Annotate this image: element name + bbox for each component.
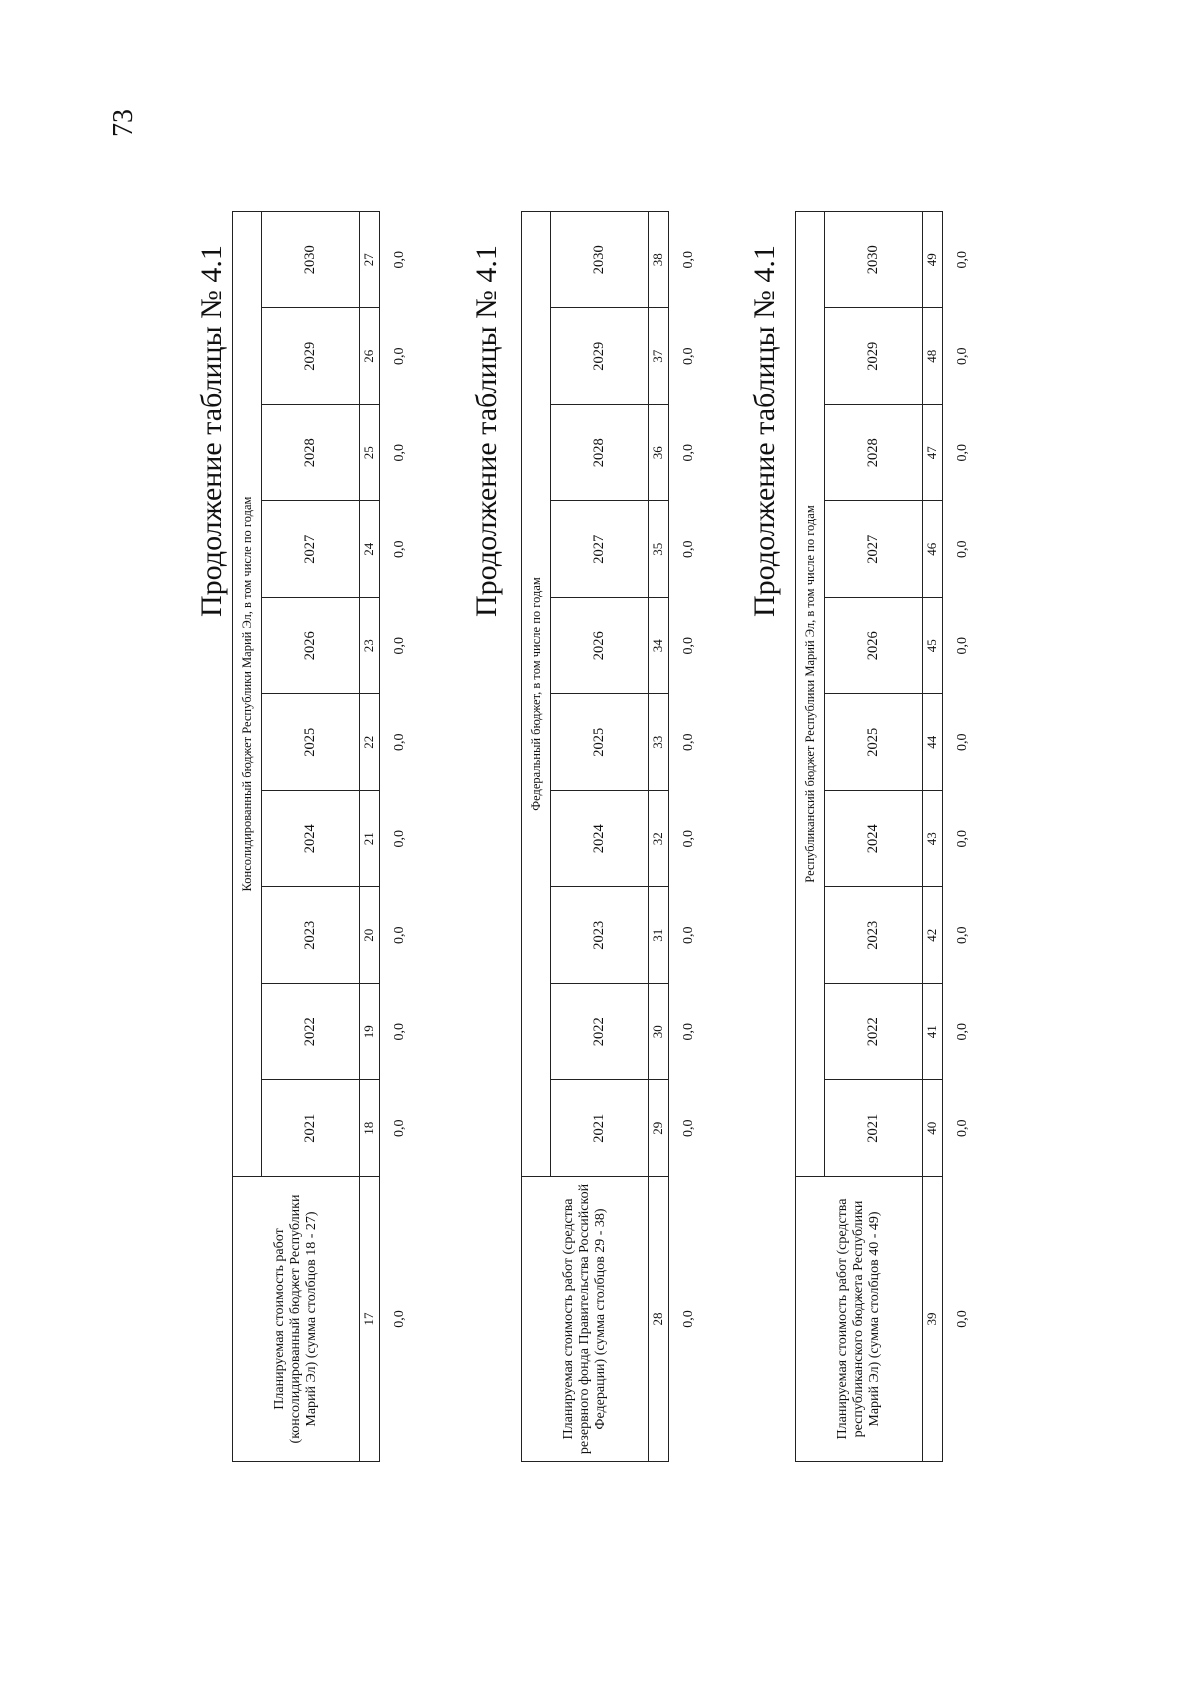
value-cell: 0,0 — [680, 926, 696, 944]
column-number-cell: 43 — [923, 791, 943, 888]
year-header-cell: 2022 — [262, 984, 360, 1081]
value-cell: 0,0 — [954, 637, 970, 655]
column-number-cell: 48 — [923, 308, 943, 405]
year-header-cell: 2024 — [262, 791, 360, 888]
column-number-cell: 40 — [923, 1080, 943, 1177]
column-number-cell: 18 — [360, 1080, 380, 1177]
column-number-cell: 46 — [923, 501, 943, 598]
value-cell: 0,0 — [954, 1310, 970, 1328]
column-number-cell: 36 — [649, 405, 669, 502]
value-cell: 0,0 — [954, 540, 970, 558]
year-header-cell: 2021 — [262, 1080, 360, 1177]
year-header-cell: 2029 — [262, 308, 360, 405]
column-number-cell: 24 — [360, 501, 380, 598]
column-number-cell: 42 — [923, 887, 943, 984]
year-header-cell: 2023 — [551, 887, 649, 984]
column-number-cell: 26 — [360, 308, 380, 405]
year-header-cell: 2030 — [262, 212, 360, 309]
column-number-cell: 35 — [649, 501, 669, 598]
column-number-cell: 49 — [923, 211, 943, 308]
column-number-cell: 37 — [649, 308, 669, 405]
year-header-cell: 2029 — [551, 308, 649, 405]
budget-span-header: Федеральный бюджет, в том числе по годам — [522, 211, 551, 1176]
value-cell: 0,0 — [391, 540, 407, 558]
year-header-cell: 2022 — [825, 984, 923, 1081]
year-header-cell: 2023 — [262, 887, 360, 984]
budget-table — [521, 211, 709, 1462]
column-number-cell: 21 — [360, 791, 380, 888]
value-cell: 0,0 — [391, 347, 407, 365]
value-cell: 0,0 — [391, 251, 407, 269]
column-number-cell: 34 — [649, 598, 669, 695]
budget-table — [232, 211, 420, 1462]
year-header-cell: 2022 — [551, 984, 649, 1081]
column-number-cell: 32 — [649, 791, 669, 888]
year-header-cell: 2028 — [262, 405, 360, 502]
value-cell: 0,0 — [954, 926, 970, 944]
year-header-cell: 2025 — [551, 694, 649, 791]
year-header-cell: 2027 — [825, 501, 923, 598]
value-cell: 0,0 — [391, 1023, 407, 1041]
value-cell: 0,0 — [680, 250, 696, 269]
table-continuation-title: Продолжение таблицы № 4.1 — [748, 245, 781, 617]
page-number: 73 — [108, 109, 139, 137]
value-cell: 0,0 — [954, 1023, 970, 1041]
column-number-cell: 33 — [649, 694, 669, 791]
year-header-cell: 2021 — [551, 1080, 649, 1177]
table-continuation-title: Продолжение таблицы № 4.1 — [470, 245, 503, 617]
value-cell: 0,0 — [680, 444, 696, 462]
value-cell: 0,0 — [391, 444, 407, 462]
value-cell: 0,0 — [954, 733, 970, 751]
value-cell: 0,0 — [954, 830, 970, 848]
column-number-cell: 41 — [923, 984, 943, 1081]
column-number-cell: 17 — [360, 1177, 380, 1462]
column-number-cell: 22 — [360, 694, 380, 791]
value-cell: 0,0 — [954, 347, 970, 365]
year-header-cell: 2028 — [551, 405, 649, 502]
value-cell: 0,0 — [680, 733, 696, 751]
column-number-cell: 20 — [360, 887, 380, 984]
column-number-cell: 38 — [649, 211, 669, 308]
year-header-cell: 2026 — [551, 598, 649, 695]
column-number-cell: 25 — [360, 405, 380, 502]
value-cell: 0,0 — [680, 830, 696, 848]
column-number-cell: 28 — [649, 1177, 669, 1462]
year-header-cell: 2028 — [825, 405, 923, 502]
value-cell: 0,0 — [391, 1310, 407, 1328]
column-number-cell: 44 — [923, 694, 943, 791]
year-header-cell: 2029 — [825, 308, 923, 405]
column-number-cell: 45 — [923, 598, 943, 695]
value-cell: 0,0 — [391, 733, 407, 751]
year-header-cell: 2030 — [551, 211, 649, 308]
cost-header-cell: Планируемая стоимость работ (средства республиканского бюджета Республики Марий Эл) (сумма столбцов 40 - 49) — [796, 1177, 923, 1462]
column-number-cell: 30 — [649, 984, 669, 1081]
year-header-cell: 2027 — [551, 501, 649, 598]
value-cell: 0,0 — [391, 830, 407, 848]
year-header-cell: 2025 — [825, 694, 923, 791]
value-cell: 0,0 — [680, 1119, 696, 1137]
value-cell: 0,0 — [391, 637, 407, 655]
year-header-cell: 2024 — [551, 791, 649, 888]
year-header-cell: 2026 — [825, 598, 923, 695]
value-cell: 0,0 — [954, 444, 970, 462]
budget-span-header: Республиканский бюджет Республики Марий Эл, в том числе по годам — [796, 211, 825, 1176]
year-header-cell: 2021 — [825, 1080, 923, 1177]
column-number-cell: 31 — [649, 887, 669, 984]
column-number-cell: 39 — [923, 1177, 943, 1462]
cost-header-cell: Планируемая стоимость работ (средства резервного фонда Правительства Российской Федерации) (сумма столбцов 29 - 38) — [522, 1177, 649, 1462]
value-cell: 0,0 — [680, 1023, 696, 1041]
year-header-cell: 2030 — [825, 211, 923, 308]
budget-span-header: Консолидированный бюджет Республики Марий Эл, в том числе по годам — [233, 212, 262, 1177]
value-cell: 0,0 — [954, 1119, 970, 1137]
year-header-cell: 2027 — [262, 501, 360, 598]
value-cell: 0,0 — [680, 347, 696, 365]
cost-header-cell: Планируемая стоимость работ (консолидированный бюджет Республики Марий Эл) (сумма столбцов 18 - 27) — [233, 1177, 360, 1462]
column-number-cell: 47 — [923, 405, 943, 502]
column-number-cell: 27 — [360, 212, 380, 309]
column-number-cell: 23 — [360, 598, 380, 695]
year-header-cell: 2025 — [262, 694, 360, 791]
value-cell: 0,0 — [680, 540, 696, 558]
budget-table — [795, 211, 983, 1462]
column-number-cell: 19 — [360, 984, 380, 1081]
value-cell: 0,0 — [391, 926, 407, 944]
value-cell: 0,0 — [680, 1310, 696, 1328]
year-header-cell: 2023 — [825, 887, 923, 984]
value-cell: 0,0 — [954, 250, 970, 269]
column-number-cell: 29 — [649, 1080, 669, 1177]
value-cell: 0,0 — [391, 1119, 407, 1137]
year-header-cell: 2024 — [825, 791, 923, 888]
value-cell: 0,0 — [680, 637, 696, 655]
table-continuation-title: Продолжение таблицы № 4.1 — [195, 245, 228, 617]
year-header-cell: 2026 — [262, 598, 360, 695]
